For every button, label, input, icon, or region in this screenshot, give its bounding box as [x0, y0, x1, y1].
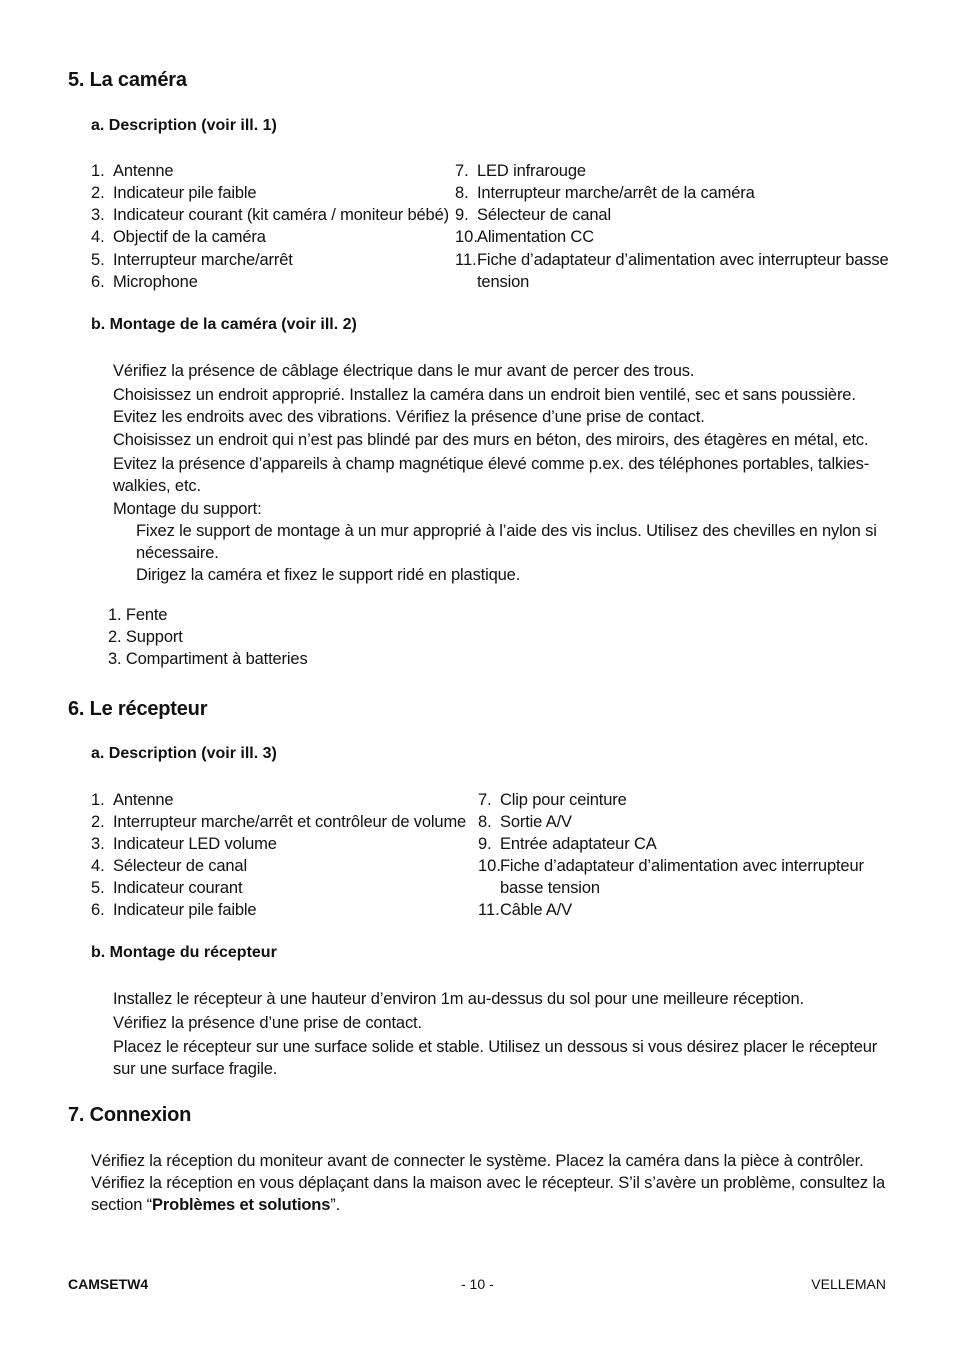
list-item-label: Fiche d’adaptateur d’alimentation avec interrupteur basse [477, 251, 889, 269]
list-item-label: Indicateur courant (kit caméra / moniteur bébé) [113, 206, 449, 224]
paragraph-line [91, 1194, 340, 1216]
list-item-number: 10. [455, 228, 478, 246]
list-item-number: 8. [455, 184, 469, 202]
list-item-label: Sélecteur de canal [113, 857, 247, 875]
list-item-number: 2. [91, 184, 105, 202]
list-item-label: Interrupteur marche/arrêt et contrôleur de volume [113, 813, 467, 831]
list-item-label: Antenne [113, 162, 174, 180]
list-item-label: LED infrarouge [477, 162, 586, 180]
section-5a-heading: a. Description (voir ill. 1) [91, 117, 277, 134]
list-item-label-continuation: basse tension [500, 879, 600, 897]
list-item-label: Entrée adaptateur CA [500, 835, 657, 853]
list-item-label-continuation: tension [477, 273, 530, 291]
list-item-label: Clip pour ceinture [500, 791, 627, 809]
list-item-label: Indicateur pile faible [113, 184, 257, 202]
section-6b-heading: b. Montage du récepteur [91, 944, 277, 961]
section-7-heading: 7. Connexion [68, 1104, 192, 1126]
list-item-number: 1. [91, 791, 105, 809]
list-item-number: 6. [91, 273, 105, 291]
list-item-number: 11. [455, 251, 477, 269]
paragraph-line: Installez le récepteur à une hauteur d’environ 1m au-dessus du sol pour une meilleure réception. [113, 990, 804, 1008]
paragraph-line: Vérifiez la réception en vous déplaçant dans la maison avec le récepteur. S’il s’avère un problème, consultez la [91, 1174, 885, 1192]
list-item-number: 3. [91, 206, 105, 224]
paragraph-line: Evitez les endroits avec des vibrations. Vérifiez la présence d’une prise de contact. [113, 408, 705, 426]
text-span: ”. [330, 1196, 341, 1214]
bold-reference: Problèmes et solutions [152, 1196, 331, 1214]
paragraph-line: Choisissez un endroit approprié. Installez la caméra dans un endroit bien ventilé, sec et sans poussière. [113, 386, 856, 404]
paragraph-line: Fixez le support de montage à un mur approprié à l’aide des vis inclus. Utilisez des chevilles en nylon si [136, 522, 877, 540]
list-item-number: 9. [478, 835, 492, 853]
paragraph-line: Vérifiez la réception du moniteur avant de connecter le système. Placez la caméra dans la pièce à contrôler. [91, 1152, 864, 1170]
paragraph-line: Montage du support: [113, 500, 262, 518]
list-item-number: 8. [478, 813, 492, 831]
parts-list-item: 1. Fente [108, 606, 168, 624]
list-item-number: 11. [478, 901, 500, 919]
list-item-number: 5. [91, 879, 105, 897]
paragraph-line: sur une surface fragile. [113, 1060, 278, 1078]
paragraph-line: Dirigez la caméra et fixez le support ridé en plastique. [136, 566, 521, 584]
footer-brand: VELLEMAN [811, 1276, 886, 1292]
footer-page-number: - 10 - [461, 1276, 494, 1292]
list-item-label: Fiche d’adaptateur d’alimentation avec interrupteur [500, 857, 864, 875]
list-item-number: 10. [478, 857, 501, 875]
text-span: section “ [91, 1196, 153, 1214]
paragraph-line: Evitez la présence d’appareils à champ magnétique élevé comme p.ex. des téléphones portables, talkies- [113, 455, 870, 473]
list-item-number: 9. [455, 206, 469, 224]
section-6a-heading: a. Description (voir ill. 3) [91, 745, 277, 762]
list-item-label: Câble A/V [500, 901, 573, 919]
list-item-label: Indicateur pile faible [113, 901, 257, 919]
list-item-label: Indicateur LED volume [113, 835, 277, 853]
list-item-number: 6. [91, 901, 105, 919]
parts-list-item: 3. Compartiment à batteries [108, 650, 308, 668]
paragraph-line: walkies, etc. [113, 477, 201, 495]
section-5b-heading: b. Montage de la caméra (voir ill. 2) [91, 316, 357, 333]
list-item-number: 7. [478, 791, 492, 809]
list-item-label: Microphone [113, 273, 198, 291]
paragraph-line: Placez le récepteur sur une surface solide et stable. Utilisez un dessous si vous désirez placer le récepteur [113, 1038, 878, 1056]
list-item-label: Sortie A/V [500, 813, 572, 831]
list-item-number: 7. [455, 162, 469, 180]
list-item-number: 3. [91, 835, 105, 853]
list-item-label: Interrupteur marche/arrêt de la caméra [477, 184, 755, 202]
list-item-number: 5. [91, 251, 105, 269]
paragraph-line: Vérifiez la présence de câblage électrique dans le mur avant de percer des trous. [113, 362, 695, 380]
list-item-label: Alimentation CC [477, 228, 594, 246]
list-item-number: 4. [91, 857, 105, 875]
paragraph-line: nécessaire. [136, 544, 219, 562]
paragraph-line: Choisissez un endroit qui n’est pas blindé par des murs en béton, des miroirs, des étagères en métal, etc. [113, 431, 869, 449]
parts-list-item: 2. Support [108, 628, 183, 646]
paragraph-line: Vérifiez la présence d’une prise de contact. [113, 1014, 422, 1032]
section-5-heading: 5. La caméra [68, 69, 187, 91]
list-item-number: 4. [91, 228, 105, 246]
list-item-label: Antenne [113, 791, 174, 809]
section-6-heading: 6. Le récepteur [68, 698, 208, 720]
list-item-label: Objectif de la caméra [113, 228, 266, 246]
list-item-number: 1. [91, 162, 105, 180]
list-item-label: Indicateur courant [113, 879, 243, 897]
footer-model: CAMSETW4 [68, 1276, 149, 1292]
list-item-number: 2. [91, 813, 105, 831]
list-item-label: Interrupteur marche/arrêt [113, 251, 293, 269]
list-item-label: Sélecteur de canal [477, 206, 611, 224]
